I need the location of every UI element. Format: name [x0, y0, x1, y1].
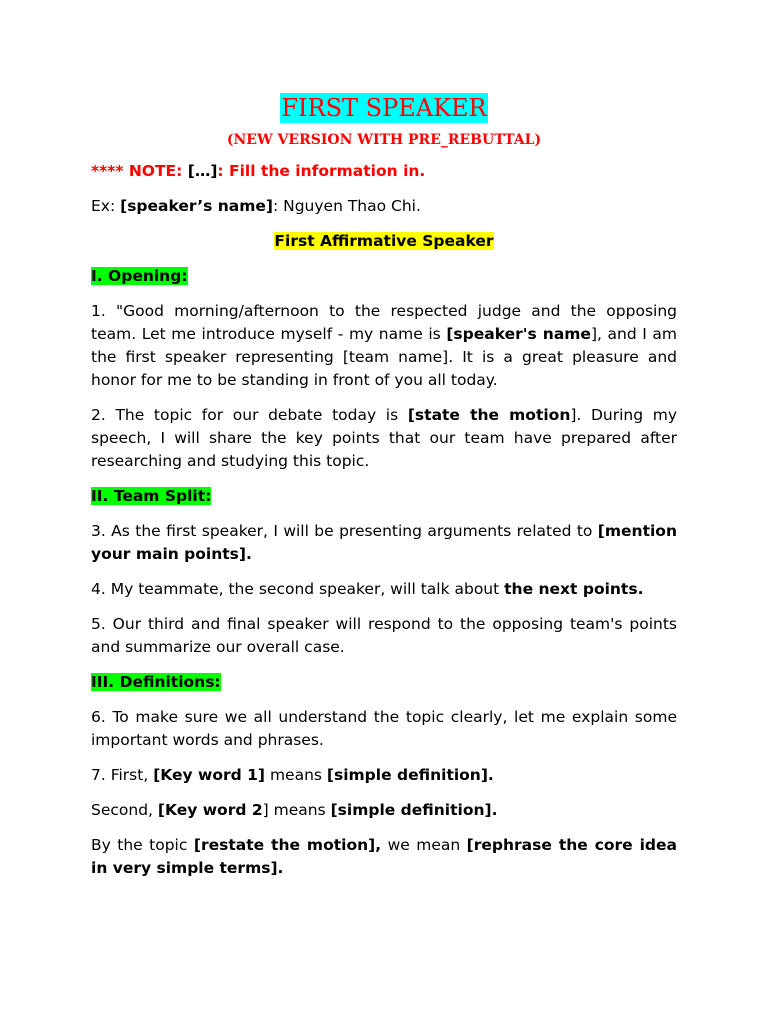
paragraph-1-text-c: ], and I am the first speaker representing [team name]. It is a great pleasure and honor for me to be standing in front of you all today.	[91, 325, 677, 389]
document-body	[91, 93, 677, 892]
paragraph-1	[91, 300, 677, 392]
paragraph-4	[91, 578, 677, 601]
page-subtitle: (NEW VERSION WITH PRE_REBUTTAL)	[226, 132, 542, 148]
paragraph-3-text-a: 3. As the first speaker, I will be presenting arguments related to	[91, 522, 598, 540]
note-line	[91, 160, 677, 183]
paragraph-1-placeholder: [speaker's name	[446, 325, 591, 343]
page-title: FIRST SPEAKER	[281, 94, 487, 122]
paragraph-8-definition: [simple definition].	[330, 801, 498, 819]
paragraph-9	[91, 834, 677, 880]
note-text: : Fill the information in.	[217, 162, 426, 180]
paragraph-5: 5. Our third and final speaker will respond to the opposing team's points and summarize our overall case.	[91, 615, 677, 656]
example-prefix: Ex:	[91, 197, 121, 215]
paragraph-7-text-c: means	[265, 766, 327, 784]
paragraph-3-placeholder: [mention your main points].	[91, 522, 677, 563]
note-stars: **** NOTE:	[91, 162, 188, 180]
paragraph-6: 6. To make sure we all understand the topic clearly, let me explain some important words and phrases.	[91, 708, 677, 749]
paragraph-8-text-a: Second,	[91, 801, 158, 819]
paragraph-8-keyword: [Key word 2	[157, 801, 263, 819]
paragraph-9-motion: [restate the motion],	[193, 836, 382, 854]
title-block	[91, 93, 677, 127]
example-placeholder: [speaker’s name]	[120, 197, 273, 215]
section-opening-heading: I. Opening:	[91, 267, 188, 285]
example-line	[91, 195, 677, 218]
paragraph-3	[91, 520, 677, 566]
section-team-split-heading-line	[91, 485, 677, 508]
paragraph-2-placeholder: [state the motion	[407, 406, 571, 424]
paragraph-4-emphasis: the next points.	[504, 580, 644, 598]
paragraph-8-text-c: ] means	[262, 801, 331, 819]
section-opening-heading-line	[91, 265, 677, 288]
paragraph-2-text-c: ]. During my speech, I will share the key points that our team have prepared after researching and studying this topic.	[91, 406, 678, 470]
paragraph-2	[91, 404, 677, 473]
section-definitions-heading-line	[91, 671, 677, 694]
paragraph-8	[91, 799, 677, 822]
example-value: : Nguyen Thao Chi.	[272, 197, 421, 215]
paragraph-7-definition: [simple definition].	[326, 766, 494, 784]
section-definitions-heading: III. Definitions:	[91, 673, 221, 691]
note-bracket: […]	[187, 162, 218, 180]
paragraph-4-text-a: 4. My teammate, the second speaker, will talk about	[91, 580, 505, 598]
paragraph-2-text-a: 2. The topic for our debate today is	[91, 406, 408, 424]
paragraph-7	[91, 764, 677, 787]
role-heading-line	[91, 230, 677, 253]
paragraph-1-text-a: 1. "Good morning/afternoon to the respected judge and the opposing team. Let me introduce myself - my name is	[91, 302, 677, 343]
paragraph-7-text-a: 7. First,	[91, 766, 154, 784]
paragraph-7-keyword: [Key word 1]	[153, 766, 266, 784]
paragraph-9-text-a: By the topic	[91, 836, 194, 854]
paragraph-9-core-idea: [rephrase the core idea in very simple terms].	[91, 836, 678, 877]
role-heading: First Affirmative Speaker	[274, 232, 494, 250]
paragraph-9-text-c: we mean	[381, 836, 467, 854]
section-team-split-heading: II. Team Split:	[91, 487, 212, 505]
